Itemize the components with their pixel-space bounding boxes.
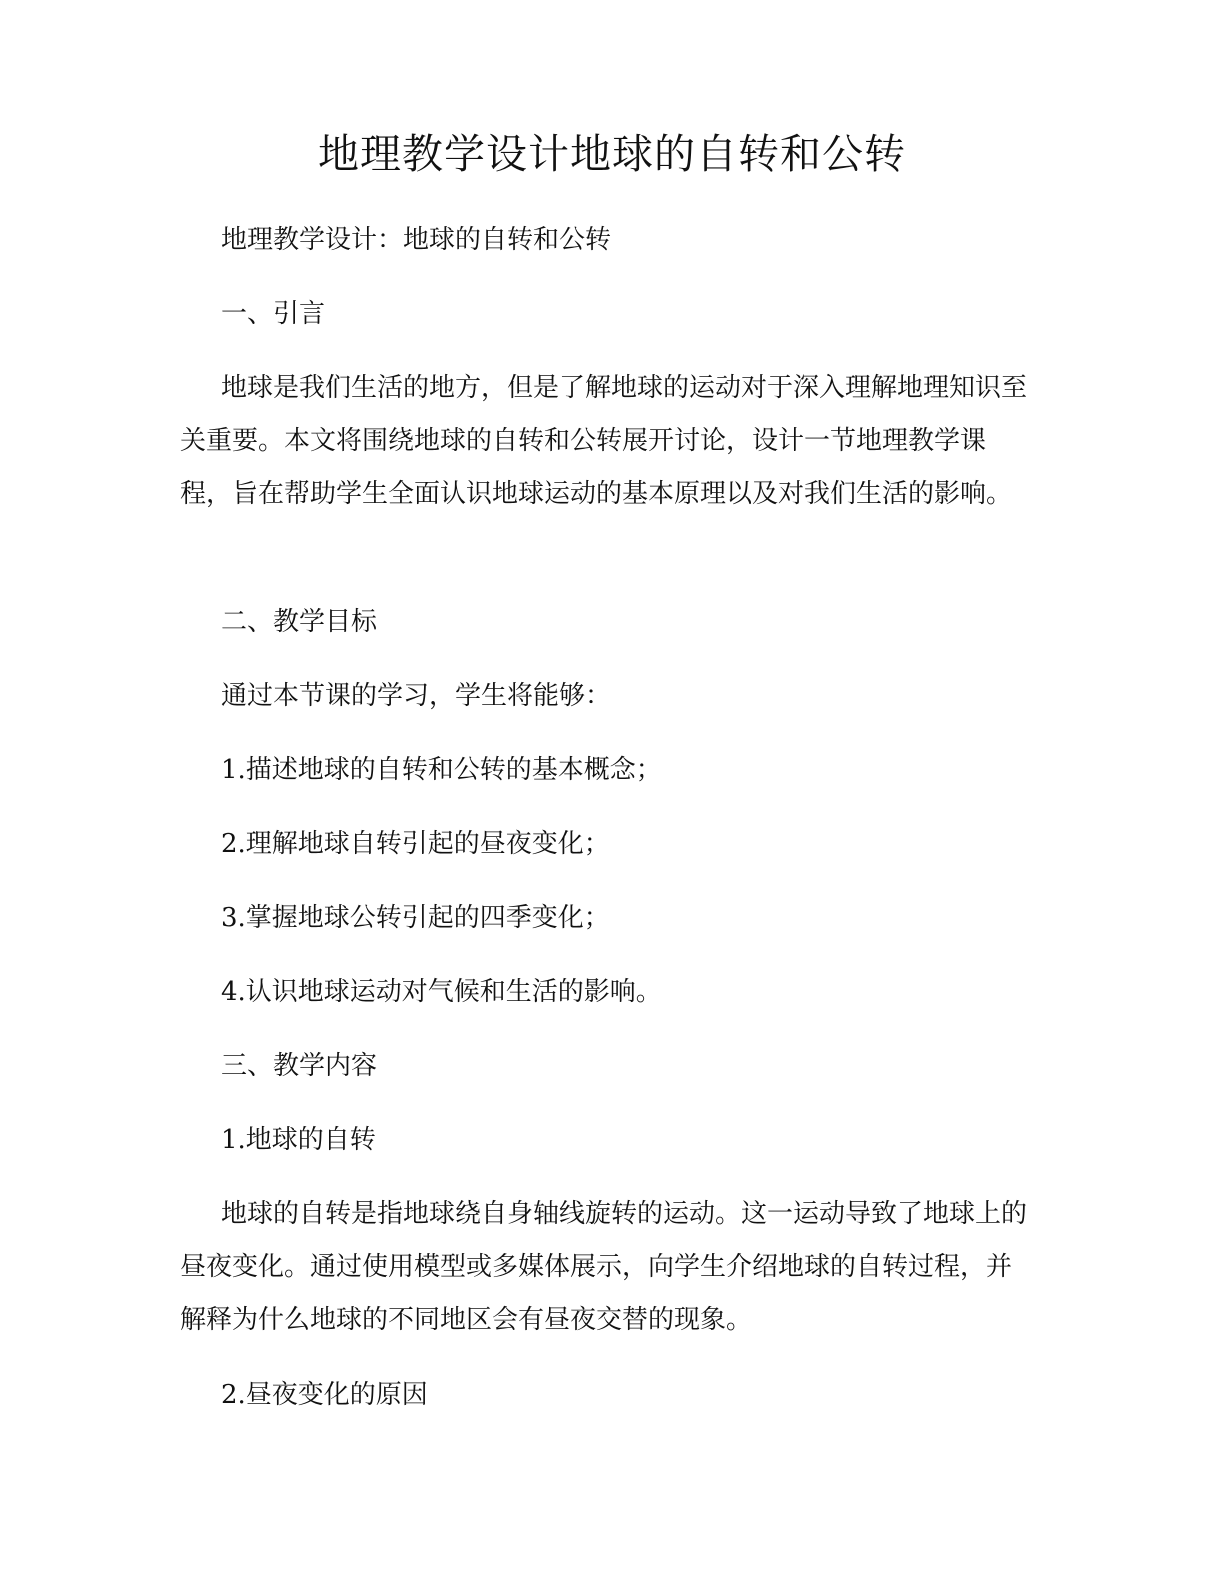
content-subheading-rotation: 1.地球的自转	[221, 1125, 376, 1155]
objective-item-3: 3.掌握地球公转引起的四季变化；	[221, 903, 610, 933]
section-heading-objectives: 二、教学目标	[221, 607, 378, 637]
section-heading-content: 三、教学内容	[221, 1051, 378, 1081]
subtitle-paragraph: 地理教学设计：地球的自转和公转	[221, 225, 612, 255]
objective-item-4: 4.认识地球运动对气候和生活的影响。	[221, 977, 662, 1007]
rotation-paragraph: 地球的自转是指地球绕自身轴线旋转的运动。这一运动导致了地球上的昼夜变化。通过使用模型或多媒体展示，向学生介绍地球的自转过程，并解释为什么地球的不同地区会有昼夜交替的现象。	[180, 1199, 1028, 1335]
objective-item-1: 1.描述地球的自转和公转的基本概念；	[221, 755, 662, 785]
objective-item-2: 2.理解地球自转引起的昼夜变化；	[221, 829, 610, 859]
document-title: 地理教学设计地球的自转和公转	[318, 130, 906, 178]
objectives-lead-paragraph: 通过本节课的学习，学生将能够：	[221, 681, 612, 711]
introduction-paragraph: 地球是我们生活的地方，但是了解地球的运动对于深入理解地理知识至关重要。本文将围绕地球的自转和公转展开讨论，设计一节地理教学课程，旨在帮助学生全面认识地球运动的基本原理以及对我们生活的影响。	[180, 373, 1028, 509]
content-subheading-day-night: 2.昼夜变化的原因	[221, 1380, 428, 1410]
section-heading-introduction: 一、引言	[221, 299, 326, 329]
